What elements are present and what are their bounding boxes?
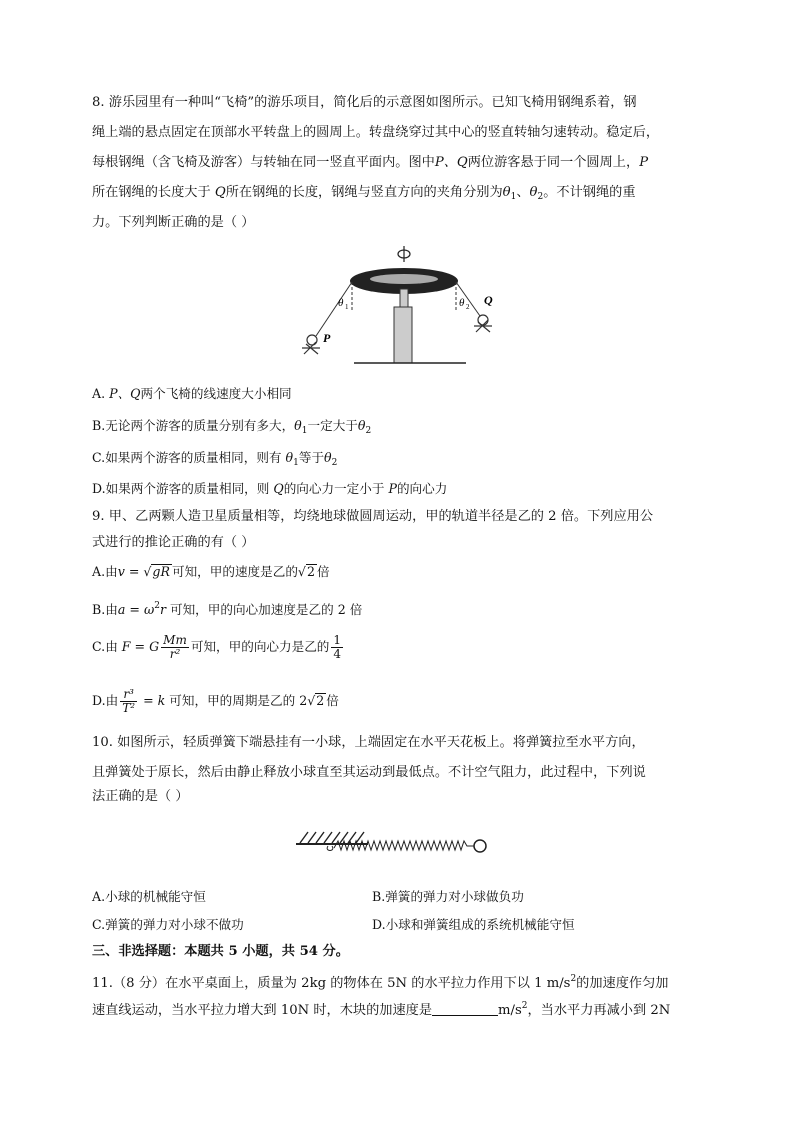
q10-option-c: C.弹簧的弹力对小球不做功 — [92, 917, 244, 932]
q8-line-3: 每根钢绳（含飞椅及游客）与转轴在同一竖直平面内。图中P、Q两位游客悬于同一个圆周上，P — [92, 155, 649, 170]
label-theta1: θ — [338, 297, 344, 309]
q9-line-2: 式进行的推论正确的有（ ） — [92, 535, 255, 550]
q8-line-1: 8. 游乐园里有一种叫“飞椅”的游乐项目，简化后的示意图如图所示。已知飞椅用钢绳系着，钢 — [92, 95, 637, 110]
q8-line-4: 所在钢绳的长度大于 Q所在钢绳的长度，钢绳与竖直方向的夹角分别为$\theta_1$、$\theta_2$。不计钢绳的重 — [92, 185, 636, 202]
q9-line-1: 9. 甲、乙两颗人造卫星质量相等，均绕地球做圆周运动，甲的轨道半径是乙的 2 倍。下列应用公 — [92, 509, 654, 524]
q8-option-b: B.无论两个游客的质量分别有多大，$\theta_1$一定大于$\theta_2$ — [92, 418, 372, 436]
flying-chair-figure — [290, 244, 520, 366]
label-p: P — [323, 331, 331, 345]
q10-line-1: 10. 如图所示，轻质弹簧下端悬挂有一小球，上端固定在水平天花板上。将弹簧拉至水平方向， — [92, 735, 645, 750]
label-theta2-sub: 2 — [466, 303, 470, 311]
q10-line-3: 法正确的是（ ） — [92, 789, 189, 804]
label-theta2: θ — [459, 297, 465, 309]
q8-option-a: A. P、Q两个飞椅的线速度大小相同 — [92, 386, 292, 401]
q9-option-b: B.由$a = \omega^2r$ 可知，甲的向心加速度是乙的 2 倍 — [92, 601, 363, 617]
q9-option-d: D.由 $\frac{\text{r³}}{\text{T²}}$ = k 可知，甲的周期是乙的 2√2 倍 — [92, 687, 339, 715]
section-3-heading: 三、非选择题：本题共 5 小题，共 54 分。 — [92, 944, 349, 959]
q11-line-2: 速直线运动，当水平拉力增大到 10N 时，木块的加速度是 $m/s^2$，当水平力再减小到 2N — [92, 1001, 671, 1018]
label-q: Q — [484, 293, 493, 307]
q8-option-c: C.如果两个游客的质量相同，则有 $\theta_1$等于$\theta_2$ — [92, 450, 338, 468]
answer-blank[interactable] — [432, 1001, 498, 1016]
q8-line-5: 力。下列判断正确的是（ ） — [92, 215, 255, 230]
q10-line-2: 且弹簧处于原长，然后由静止释放小球直至其运动到最低点。不计空气阻力，此过程中，下列说 — [92, 765, 646, 780]
q9-option-a: A.由v = √gR 可知，甲的速度是乙的√2 倍 — [92, 564, 330, 579]
spring-figure — [294, 828, 494, 860]
q8-option-d: D.如果两个游客的质量相同，则 Q的向心力一定小于 P的向心力 — [92, 481, 448, 496]
q11-line-1: 11.（8 分）在水平桌面上，质量为 2kg 的物体在 5N 的水平拉力作用下以 1 $m/s^2$的加速度作匀加 — [92, 974, 669, 991]
q10-option-d: D.小球和弹簧组成的系统机械能守恒 — [372, 917, 575, 932]
label-theta1-sub: 1 — [345, 303, 349, 311]
q10-option-b: B.弹簧的弹力对小球做负功 — [372, 889, 524, 904]
q10-option-a: A.小球的机械能守恒 — [92, 889, 206, 904]
q9-option-c: C.由 F = G $\frac{Mm}{\text{r²}}$ 可知，甲的向心力是乙的 $\frac{1}{4}$ — [92, 633, 342, 661]
q8-line-2: 绳上端的悬点固定在顶部水平转盘上的圆周上。转盘绕穿过其中心的竖直转轴匀速转动。稳定后， — [92, 125, 660, 140]
